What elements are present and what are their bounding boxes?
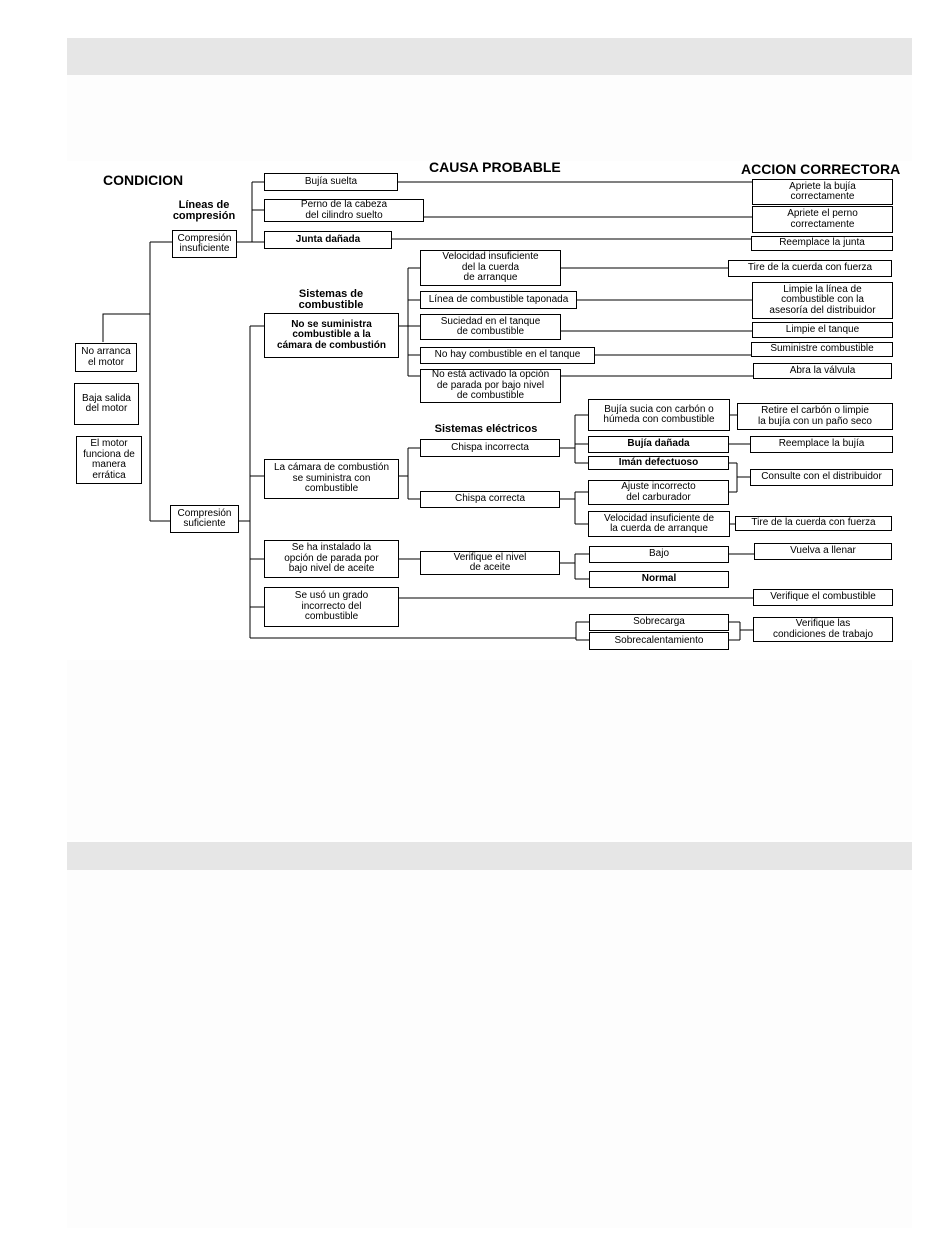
action-verifique-condiciones: Verifique las condiciones de trabajo bbox=[753, 617, 893, 642]
branch-compresion-insuficiente: Compresión insuficiente bbox=[172, 230, 237, 258]
subheader-lineas-compresion: Líneas de compresión bbox=[172, 199, 236, 222]
action-tire-cuerda-2: Tire de la cuerda con fuerza bbox=[735, 516, 892, 531]
cause-bujia-danada: Bujía dañada bbox=[588, 436, 729, 453]
cause-verifique-nivel: Verifique el nivel de aceite bbox=[420, 551, 560, 575]
action-vuelva-llenar: Vuelva a llenar bbox=[754, 543, 892, 560]
action-tire-cuerda-1: Tire de la cuerda con fuerza bbox=[728, 260, 892, 277]
cause-linea-taponada: Línea de combustible taponada bbox=[420, 291, 577, 309]
cause-chispa-correcta: Chispa correcta bbox=[420, 491, 560, 508]
cause-no-activado-parada: No está activado la opción de parada por bajo nivel de combustible bbox=[420, 369, 561, 403]
subheader-sistemas-electricos: Sistemas eléctricos bbox=[434, 423, 538, 435]
cause-velocidad-cuerda-2: Velocidad insuficiente de la cuerda de arranque bbox=[588, 511, 730, 537]
header-condicion: CONDICION bbox=[103, 172, 184, 188]
cause-normal: Normal bbox=[589, 571, 729, 588]
cause-no-hay-combustible: No hay combustible en el tanque bbox=[420, 347, 595, 364]
action-limpie-tanque: Limpie el tanque bbox=[752, 322, 893, 338]
cause-chispa-incorrecta: Chispa incorrecta bbox=[420, 439, 560, 457]
condition-erratico: El motor funciona de manera errática bbox=[76, 436, 142, 484]
action-consulte-distribuidor: Consulte con el distribuidor bbox=[750, 469, 893, 486]
header-causa-probable: CAUSA PROBABLE bbox=[429, 159, 561, 175]
cause-parada-instalado: Se ha instalado la opción de parada por bajo nivel de aceite bbox=[264, 540, 399, 578]
condition-no-arranca: No arranca el motor bbox=[75, 343, 137, 372]
cause-sobrecarga: Sobrecarga bbox=[589, 614, 729, 631]
action-verifique-combustible: Verifique el combustible bbox=[753, 589, 893, 606]
action-reemplace-bujia: Reemplace la bujía bbox=[750, 436, 893, 453]
action-suministre-combustible: Suministre combustible bbox=[751, 342, 893, 357]
cause-suciedad-tanque: Suciedad en el tanque de combustible bbox=[420, 314, 561, 340]
cause-iman-defectuoso: Imán defectuoso bbox=[588, 456, 729, 470]
cause-no-se-suministra: No se suministra combustible a la cámara de combustión bbox=[264, 313, 399, 358]
action-apriete-bujia: Apriete la bujía correctamente bbox=[752, 179, 893, 205]
cause-ajuste-carburador: Ajuste incorrecto del carburador bbox=[588, 480, 729, 505]
cause-bujia-suelta: Bujía suelta bbox=[264, 173, 398, 191]
cause-velocidad-cuerda-1: Velocidad insuficiente del la cuerda de arranque bbox=[420, 250, 561, 286]
action-retire-carbon: Retire el carbón o limpie la bujía con un paño seco bbox=[737, 403, 893, 430]
cause-grado-incorrecto: Se usó un grado incorrecto del combustible bbox=[264, 587, 399, 627]
subheader-sistemas-combustible: Sistemas de combustible bbox=[298, 288, 364, 311]
cause-camara-suministra: La cámara de combustión se suministra con combustible bbox=[264, 459, 399, 499]
cause-bajo: Bajo bbox=[589, 546, 729, 563]
action-apriete-perno: Apriete el perno correctamente bbox=[752, 206, 893, 233]
cause-junta-danada: Junta dañada bbox=[264, 231, 392, 249]
branch-compresion-suficiente: Compresión suficiente bbox=[170, 505, 239, 533]
cause-perno-cabeza: Perno de la cabeza del cilindro suelto bbox=[264, 199, 424, 222]
condition-baja-salida: Baja salida del motor bbox=[74, 383, 139, 425]
cause-bujia-sucia: Bujía sucia con carbón o húmeda con combustible bbox=[588, 399, 730, 431]
cause-sobrecalentamiento: Sobrecalentamiento bbox=[589, 632, 729, 650]
action-abra-valvula: Abra la válvula bbox=[753, 363, 892, 379]
action-reemplace-junta: Reemplace la junta bbox=[751, 236, 893, 251]
action-limpie-linea: Limpie la línea de combustible con la asesoría del distribuidor bbox=[752, 282, 893, 319]
header-accion-correctora: ACCION CORRECTORA bbox=[741, 161, 901, 177]
